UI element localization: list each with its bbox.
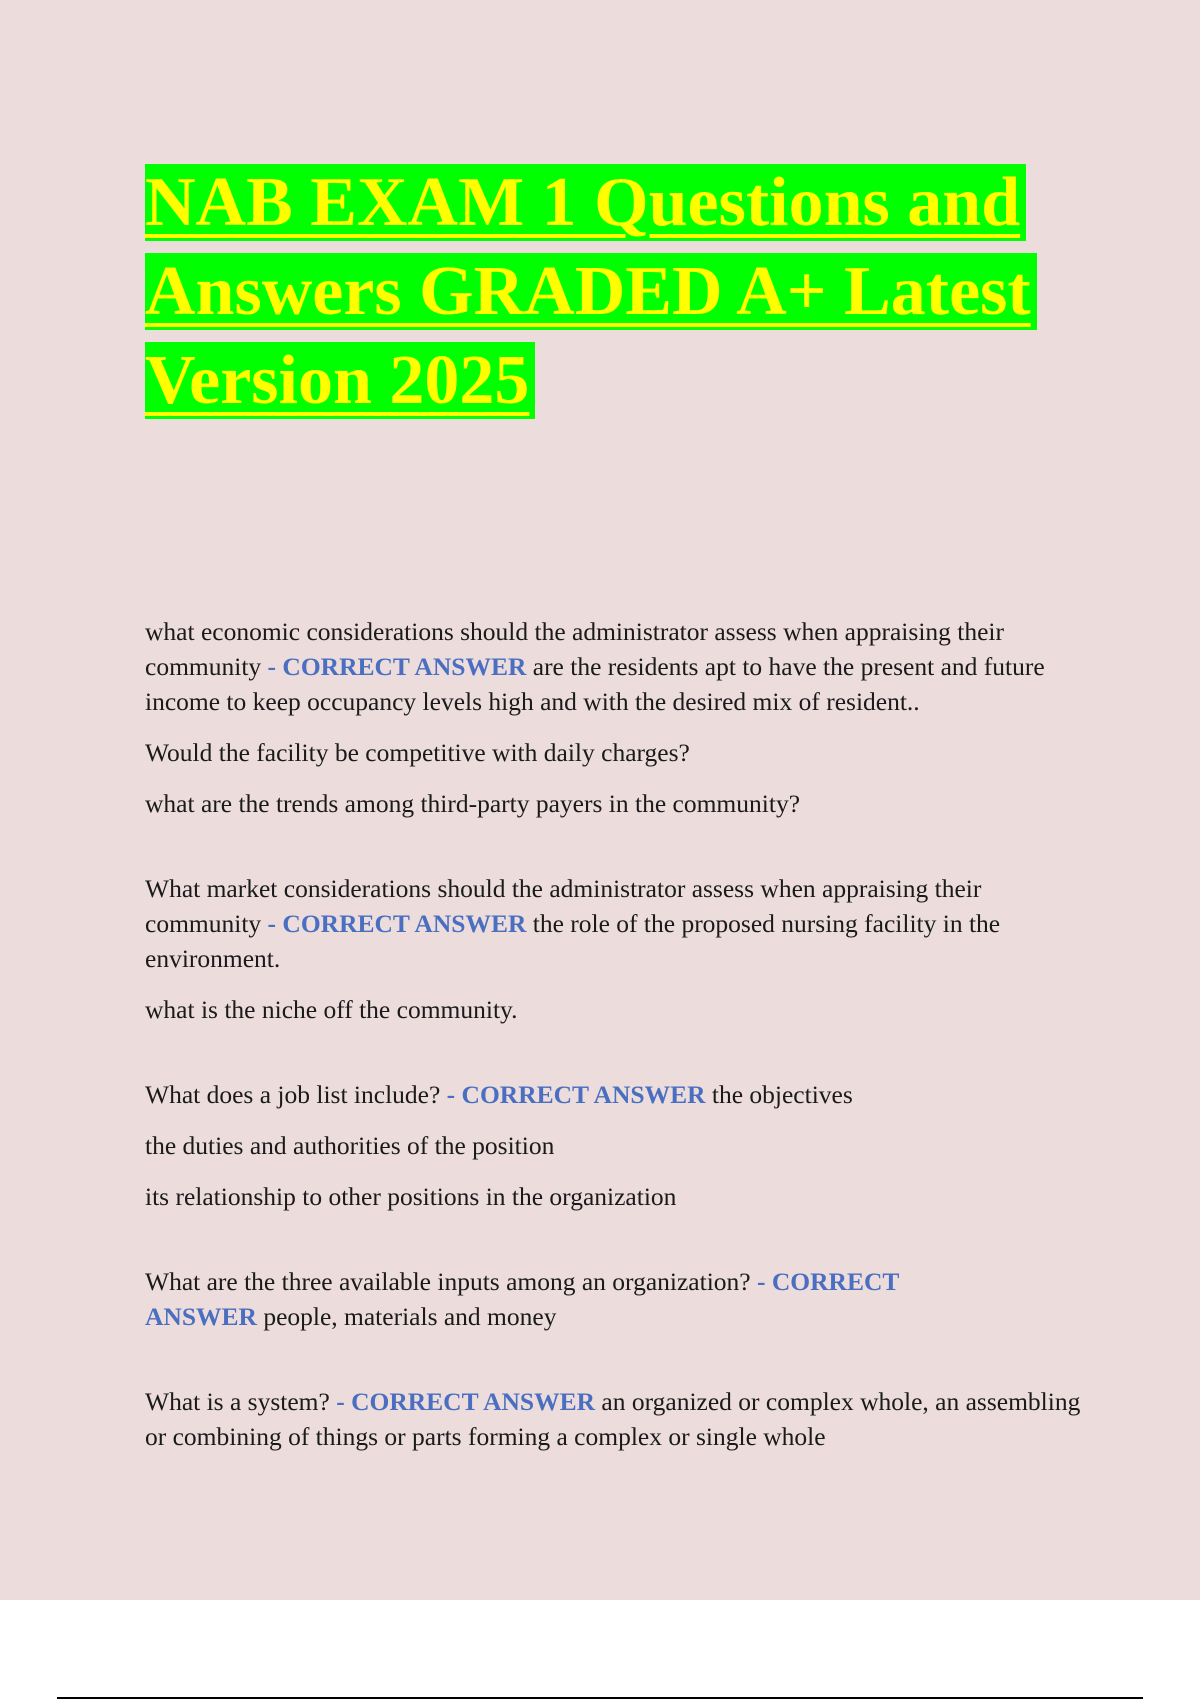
- title-line-2: [145, 247, 1105, 336]
- title-text-1: NAB EXAM 1 Questions and: [145, 164, 1026, 241]
- qa-item-2: [145, 871, 1090, 1027]
- correct-answer-label: - CORRECT ANSWER: [267, 909, 527, 938]
- title-line-3: [145, 336, 1105, 425]
- correct-answer-label: - CORRECT ANSWER: [446, 1080, 706, 1109]
- correct-answer-label-part-1: - CORRECT: [757, 1267, 900, 1296]
- question-text: what economic considerations should the administrator assess when appraising their community: [145, 617, 1005, 681]
- answer-text: the role of the proposed nursing facility in the environment.: [145, 909, 1001, 973]
- qa-question-paragraph: [145, 871, 1090, 976]
- title-line-1: [145, 158, 1105, 247]
- qa-item-5: [145, 1384, 1090, 1454]
- correct-answer-label: - CORRECT ANSWER: [267, 652, 527, 681]
- answer-text: an organized or complex whole, an assembling or combining of things or parts forming a complex or single whole: [145, 1387, 1081, 1451]
- title-text-3: Version 2025: [145, 342, 535, 419]
- correct-answer-label-part-2: ANSWER: [145, 1302, 257, 1331]
- answer-text: the objectives: [711, 1080, 853, 1109]
- qa-item-3: [145, 1077, 1090, 1214]
- qa-question-paragraph: [145, 614, 1090, 719]
- question-text: What does a job list include?: [145, 1080, 441, 1109]
- qa-question-paragraph: [145, 1077, 1090, 1112]
- footer-divider: [57, 1697, 1143, 1699]
- answer-extra-line: the duties and authorities of the position: [145, 1131, 555, 1160]
- question-text: What are the three available inputs among an organization?: [145, 1267, 751, 1296]
- document-title: [145, 158, 1105, 425]
- answer-text: people, materials and money: [263, 1302, 557, 1331]
- qa-item-1: [145, 614, 1090, 821]
- answer-text: are the residents apt to have the present and future income to keep occupancy levels high and with the desired mix of resident..: [145, 652, 1045, 716]
- qa-item-4: [145, 1264, 1090, 1334]
- qa-content: [145, 614, 1090, 1470]
- question-text: What market considerations should the administrator assess when appraising their community: [145, 874, 982, 938]
- correct-answer-label: - CORRECT ANSWER: [336, 1387, 596, 1416]
- answer-extra-line: what is the niche off the community.: [145, 995, 518, 1024]
- answer-extra-line: what are the trends among third-party payers in the community?: [145, 789, 801, 818]
- question-text: What is a system?: [145, 1387, 330, 1416]
- answer-extra-line: Would the facility be competitive with daily charges?: [145, 738, 690, 767]
- qa-question-paragraph: [145, 1384, 1090, 1454]
- title-text-2: Answers GRADED A+ Latest: [145, 253, 1037, 330]
- qa-question-paragraph: [145, 1264, 1090, 1334]
- answer-extra-line: its relationship to other positions in the organization: [145, 1182, 677, 1211]
